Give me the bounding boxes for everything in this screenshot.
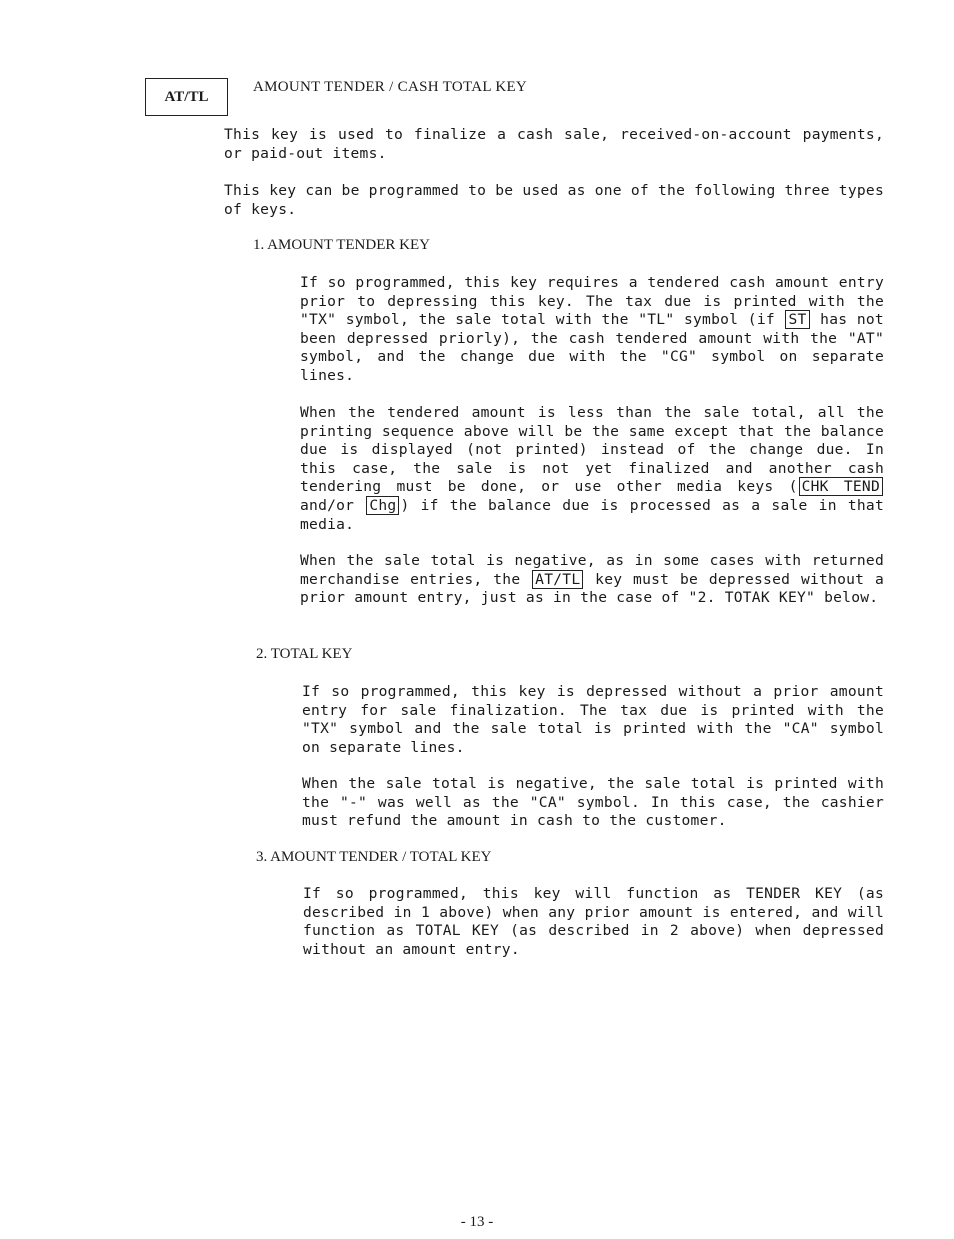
text-part: If so programmed, this key requires a tendered cash amount entry prior to depressing this key. The tax due is printed with the "TX" symbol, the sale total with the "TL" symbol (if bbox=[300, 274, 884, 329]
amount-tender-paragraph-2 bbox=[300, 404, 884, 534]
page-number: - 13 - bbox=[460, 1214, 494, 1230]
at-tl-key-box bbox=[145, 78, 228, 116]
st-key-ref: ST bbox=[785, 310, 809, 329]
text-part: When the tendered amount is less than the sale total, all the printing sequence above will be the same except that the balance due is displayed (not printed) instead of the change due. In this case, the sale is not yet finalized and another cash tendering must be done, or use other media keys ( bbox=[300, 404, 884, 496]
intro-paragraph-1: This key is used to finalize a cash sale, received-on-account payments, or paid-out items. bbox=[224, 126, 884, 162]
at-tl-key-ref: AT/TL bbox=[532, 570, 583, 589]
amount-tender-total-paragraph: If so programmed, this key will function as TENDER KEY (as described in 1 above) when any prior amount is entered, and will function as TOTAL KEY (as described in 2 above) when depressed without an amount entry. bbox=[303, 885, 884, 958]
section-heading-total-key: 2. TOTAL KEY bbox=[256, 646, 353, 662]
amount-tender-paragraph-3 bbox=[300, 552, 884, 608]
page-title: AMOUNT TENDER / CASH TOTAL KEY bbox=[253, 79, 528, 95]
key-label: AT/TL bbox=[164, 88, 209, 105]
section-heading-amount-tender: 1. AMOUNT TENDER KEY bbox=[253, 237, 430, 253]
intro-paragraph-2: This key can be programmed to be used as one of the following three types of keys. bbox=[224, 182, 884, 218]
chk-tend-key-ref: CHK TEND bbox=[799, 477, 883, 496]
chg-key-ref: Chg bbox=[366, 496, 399, 515]
text-part: has not been depressed priorly), the cash tendered amount with the "AT" symbol, and the change due with the "CG" symbol on separate lines. bbox=[300, 311, 884, 384]
text-part: ) if the balance due is processed as a sale in that media. bbox=[300, 496, 884, 533]
section-heading-amount-tender-total: 3. AMOUNT TENDER / TOTAL KEY bbox=[256, 849, 492, 865]
amount-tender-paragraph-1 bbox=[300, 274, 884, 386]
total-key-paragraph-1: If so programmed, this key is depressed without a prior amount entry for sale finalization. The tax due is printed with the "TX" symbol and the sale total is printed with the "CA" symbol on separate lines. bbox=[302, 683, 884, 756]
text-part: When the sale total is negative, as in some cases with returned merchandise entries, the bbox=[300, 552, 884, 588]
total-key-paragraph-2: When the sale total is negative, the sale total is printed with the "-" was well as the "CA" symbol. In this case, the cashier must refund the amount in cash to the customer. bbox=[302, 775, 884, 830]
text-part: and/or bbox=[300, 496, 355, 514]
text-part: key must be depressed without a prior amount entry, just as in the case of "2. TOTAK KEY" below. bbox=[300, 570, 885, 607]
